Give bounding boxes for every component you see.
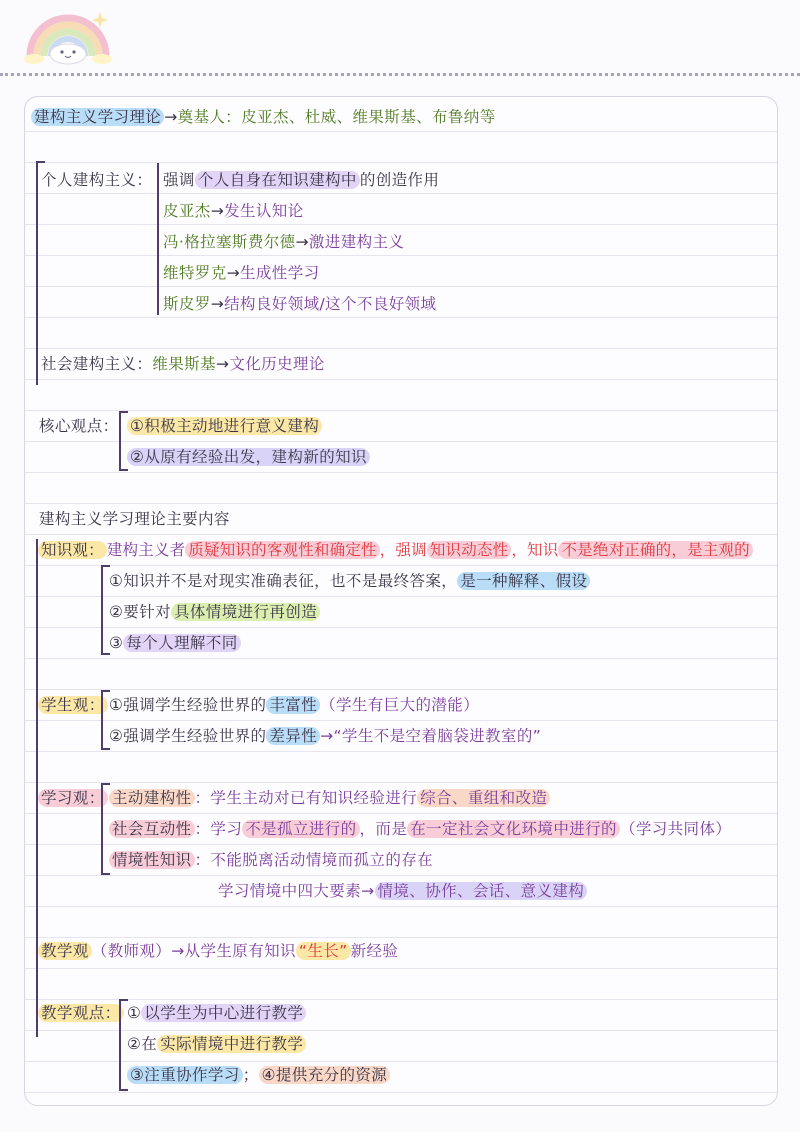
learning-label: 学习观：: [38, 787, 108, 809]
core-point-2: ②从原有经验出发，建构新的知识: [127, 446, 370, 468]
individual-line-4: 维特罗克→生成性学习: [163, 264, 320, 282]
individual-line-2: 皮亚杰→发生认知论: [163, 202, 304, 220]
core-point-1: ①积极主动地进行意义建构: [127, 415, 322, 437]
individual-line-5: 斯皮罗→结构良好领域/这个不良好领域: [163, 295, 437, 313]
individual-bracket: [157, 163, 159, 315]
notes-card: [24, 96, 778, 1106]
main-bracket-left: [36, 161, 45, 385]
learning-row-4: 学习情境中四大要素→ 情境、协作、会话、意义建构: [218, 880, 587, 902]
learning-row-2: 社会互动性 ：学习 不是孤立进行的 ，而是 在一定社会文化环境中进行的 （学习共同体）: [109, 818, 731, 840]
core-label: 核心观点：: [39, 417, 119, 435]
teaching-point-3: ③注重协作学习 ； ④提供充分的资源: [127, 1064, 390, 1086]
knowledge-label: 知识观：: [38, 541, 107, 559]
individual-line-3: 冯·格拉塞斯费尔德→激进建构主义: [163, 233, 405, 251]
knowledge-point-1: ①知识并不是对现实准确表征，也不是最终答案， 是一种解释、假设: [109, 570, 590, 592]
learning-row-1: 主动建构性 ：学生主动对已有知识经验进行 综合、重组和改造: [109, 787, 550, 809]
rainbow-cloud-icon: [20, 4, 116, 66]
teaching-line: 教学观 （教师观）→从学生原有知识 “生长” 新经验: [38, 940, 398, 962]
founders: 奠基人：皮亚杰、杜威、维果斯基、布鲁纳等: [177, 108, 496, 126]
individual-label: 个人建构主义：: [41, 171, 153, 189]
knowledge-point-3: ③ 每个人理解不同: [109, 632, 241, 654]
individual-line-1: 强调 个人自身在知识建构中 的创造作用: [163, 171, 440, 189]
social-line: 社会建构主义：维果斯基→文化历史理论: [41, 355, 325, 373]
student-point-2: ②强调学生经验世界的 差异性 →“学生不是空着脑袋进教室的”: [109, 727, 542, 745]
teaching-point-1: ① 以学生为中心进行教学: [127, 1002, 306, 1024]
knowledge-point-2: ②要针对 具体情境进行再创造: [109, 601, 320, 623]
learning-row-3: 情境性知识 ：不能脱离活动情境而孤立的存在: [109, 849, 433, 871]
dotted-divider: [0, 73, 800, 76]
teaching-point-2: ②在 实际情境中进行教学: [127, 1033, 306, 1055]
main-heading: 建构主义学习理论主要内容: [39, 510, 230, 528]
theory-title: 建构主义学习理论: [31, 108, 164, 126]
teaching-points-label: 教学观点：: [38, 1002, 124, 1024]
knowledge-line: 知识观： 建构主义者 质疑知识的客观性和确定性 ，强调 知识动态性 ，知识 不是绝对正确的，是主观的: [38, 539, 753, 561]
teaching-label: 教学观: [38, 942, 92, 960]
social-label: 社会建构主义：: [41, 355, 153, 373]
student-point-1: ①强调学生经验世界的 丰富性 （学生有巨大的潜能）: [109, 696, 480, 714]
student-label: 学生观：: [38, 694, 108, 716]
intro-line: 建构主义学习理论 →奠基人：皮亚杰、杜威、维果斯基、布鲁纳等: [31, 106, 496, 128]
